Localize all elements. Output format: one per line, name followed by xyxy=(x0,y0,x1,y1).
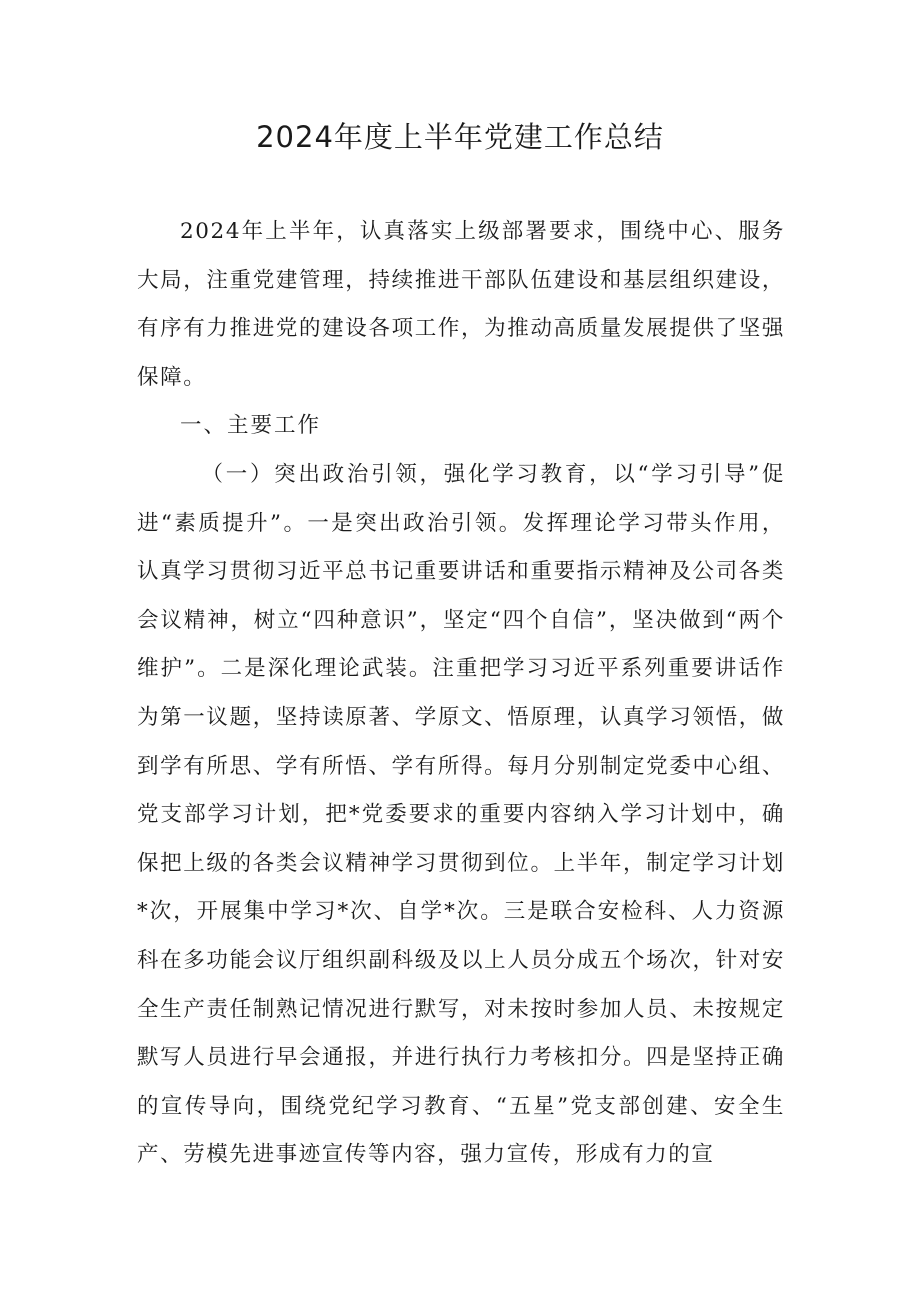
document-title: 2024年度上半年党建工作总结 xyxy=(256,120,664,154)
section-heading: 一、主要工作 xyxy=(180,413,322,439)
document-body xyxy=(137,208,785,1180)
intro-paragraph: 2024年上半年，认真落实上级部署要求，围绕中心、服务大局，注重党建管理，持续推进干部队伍建设和基层组织建设，有序有力推进党的建设各项工作，为推动高质量发展提供了坚强保障。 xyxy=(137,219,785,390)
subsection-paragraph: （一）突出政治引领，强化学习教育，以“学习引导”促进“素质提升”。一是突出政治引领。发挥理论学习带头作用，认真学习贯彻习近平总书记重要讲话和重要指示精神及公司各类会议精神，树立“四种意识”，坚定“四个自信”，坚决做到“两个维护”。二是深化理论武装。注重把学习习近平系列重要讲话作为第一议题，坚持读原著、学原文、悟原理，认真学习领悟，做到学有所思、学有所悟、学有所得。每月分别制定党委中心组、党支部学习计划，把*党委要求的重要内容纳入学习计划中，确保把上级的各类会议精神学习贯彻到位。上半年，制定学习计划*次，开展集中学习*次、自学*次。三是联合安检科、人力资源科在多功能会议厅组织副科级及以上人员分成五个场次，针对安全生产责任制熟记情况进行默写，对未按时参加人员、未按规定默写人员进行早会通报，并进行执行力考核扣分。四是坚持正确的宣传导向，围绕党纪学习教育、“五星”党支部创建、安全生产、劳模先进事迹宣传等内容，强力宣传，形成有力的宣 xyxy=(137,461,785,1168)
